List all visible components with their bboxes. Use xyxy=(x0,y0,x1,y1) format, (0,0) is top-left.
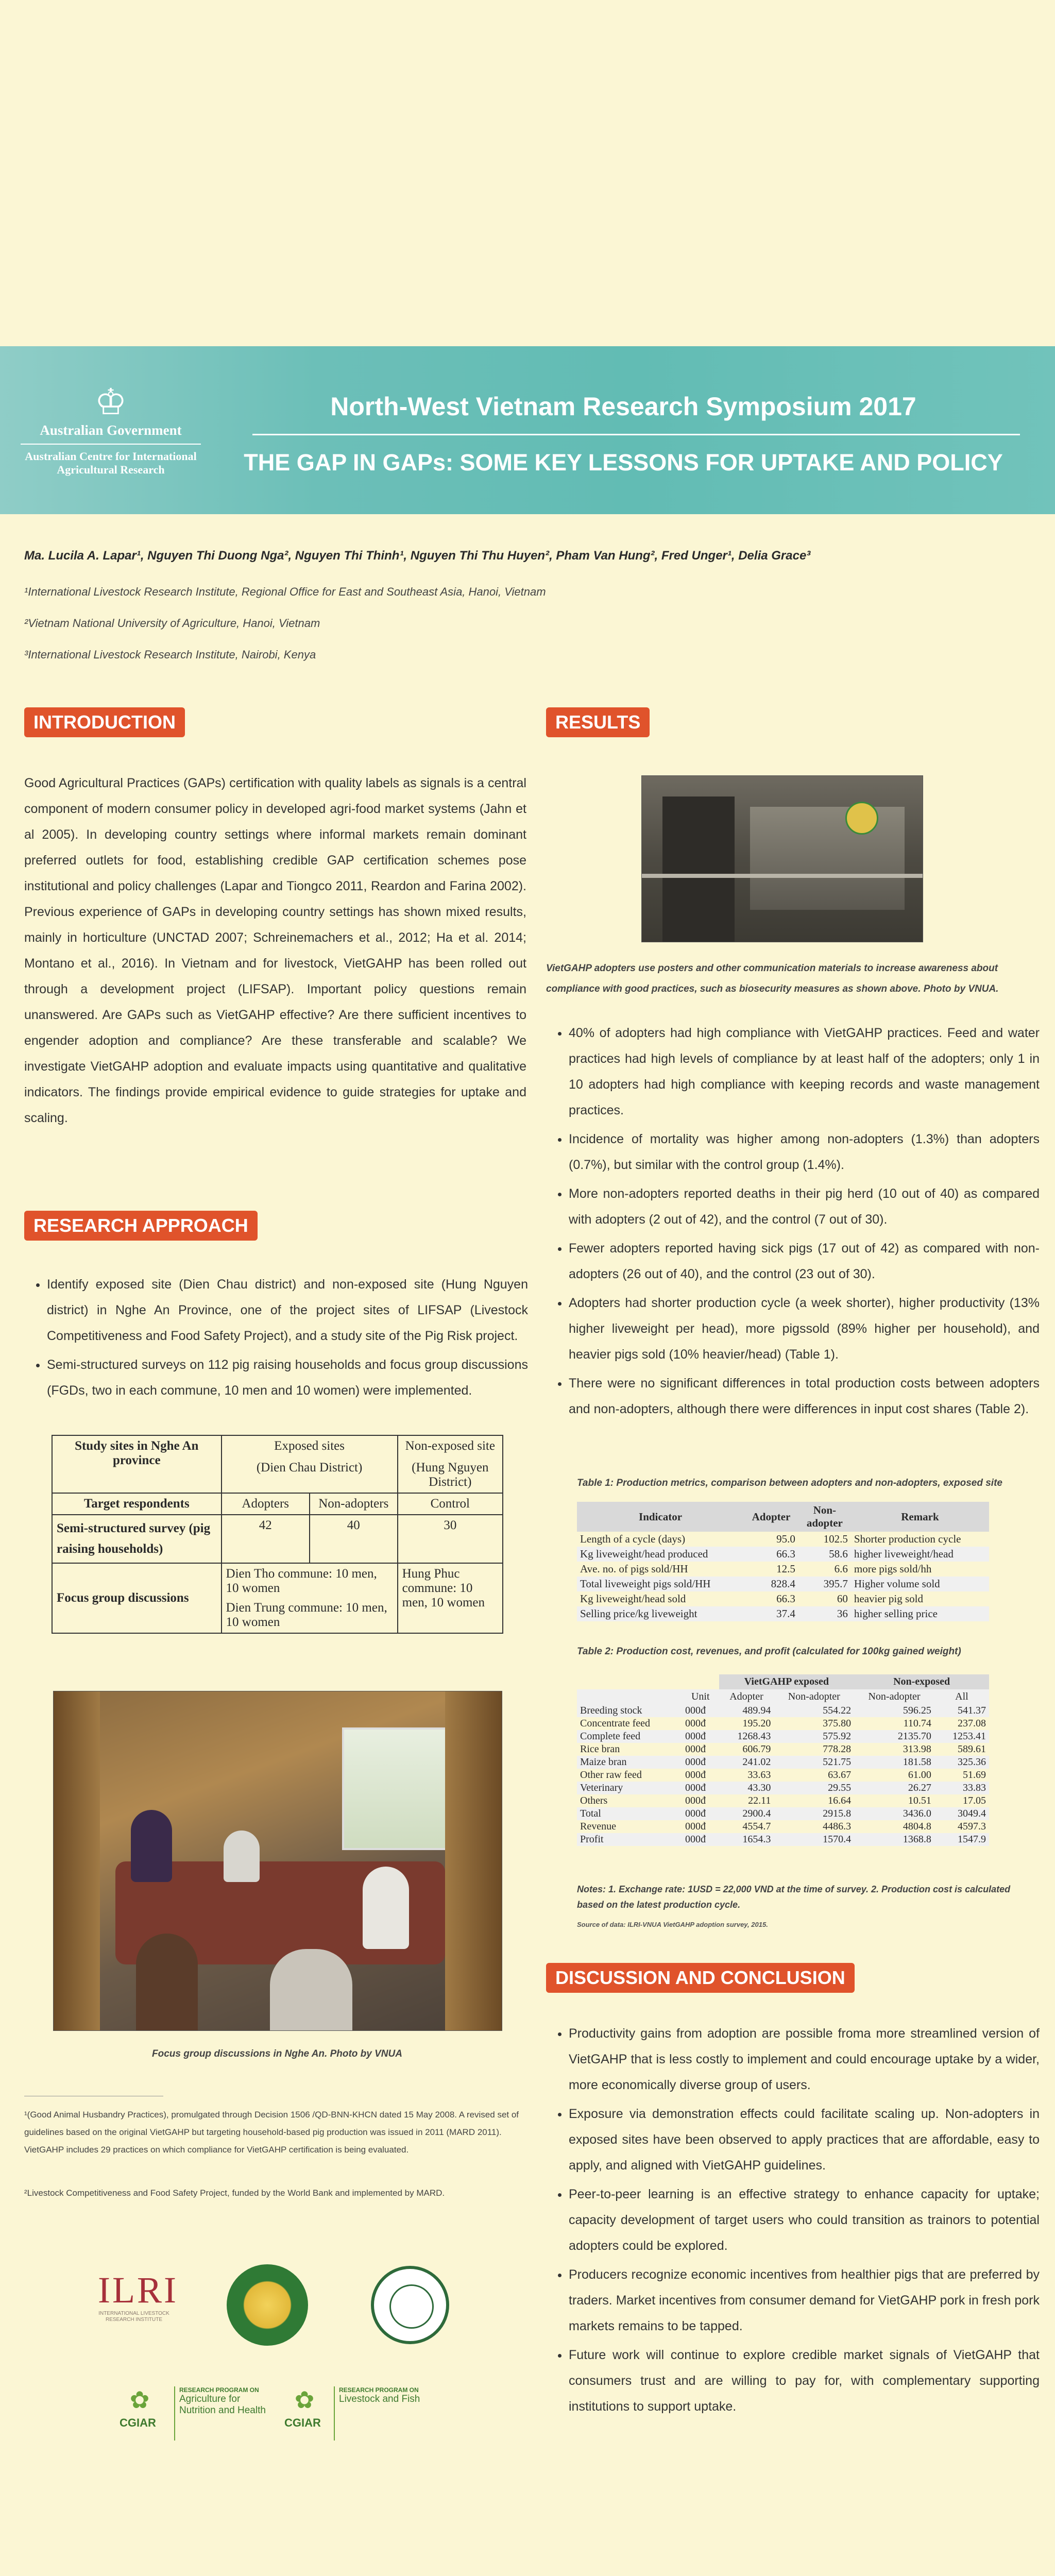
table2-body xyxy=(577,1704,989,1846)
table-cell: 1368.8 xyxy=(854,1833,934,1846)
table-cell: Control xyxy=(398,1493,503,1515)
rp-name: Livestock and Fish xyxy=(339,2394,420,2404)
table-row xyxy=(577,1591,989,1606)
coat-of-arms-icon: ♔ xyxy=(94,382,127,422)
table-header-cell: Non-adopter xyxy=(854,1689,934,1704)
table-cell: Complete feed xyxy=(577,1730,682,1743)
cgiar-leaf-icon: ✿ xyxy=(294,2386,315,2413)
table-cell: 395.7 xyxy=(798,1577,851,1591)
table-header-row xyxy=(577,1674,989,1689)
table-cell: 17.05 xyxy=(963,1795,986,1806)
table-cell: 16.64 xyxy=(828,1795,852,1806)
nonexposed-district: (Hung Nguyen District) xyxy=(412,1461,489,1489)
table-cell: 29.55 xyxy=(774,1782,854,1794)
table-cell: Rice bran xyxy=(580,1743,620,1755)
photo-wall xyxy=(750,807,905,910)
rp-label: RESEARCH PROGRAM ON xyxy=(179,2386,259,2394)
list-item: • Exposure via demonstration effects could facilitate scaling up. Non-adopters in exposed sites have been observed to apply practices that are affordable, easy to apply, and aligned with VietGAHP guidelines. xyxy=(569,2101,1040,2178)
table-cell: 4486.3 xyxy=(823,1821,852,1832)
table-cell: Concentrate feed xyxy=(580,1718,651,1729)
table-cell: 1654.3 xyxy=(719,1833,774,1846)
table-header-cell: Unit xyxy=(682,1689,719,1704)
symposium-title: North-West Vietnam Research Symposium 2017 xyxy=(330,392,916,421)
table-cell: Shorter production cycle xyxy=(854,1533,961,1545)
photo-curtain xyxy=(54,1691,100,2030)
centre-name: Australian Centre for International Agricultural Research xyxy=(25,450,197,476)
table-cell: 2900.4 xyxy=(719,1807,774,1820)
table-row xyxy=(577,1717,989,1730)
table-cell: 12.5 xyxy=(776,1563,795,1575)
table-cell: 30 xyxy=(398,1515,503,1563)
table-cell: 60 xyxy=(837,1592,848,1605)
table-cell: 36 xyxy=(798,1606,851,1621)
table-row xyxy=(577,1547,989,1562)
table-cell: Adopters xyxy=(222,1493,310,1515)
table-cell: 63.67 xyxy=(828,1769,852,1781)
table-group-header: Non-exposed xyxy=(854,1674,989,1689)
list-item: • Incidence of mortality was higher among non-adopters (1.3%) than adopters (0.7%), but similar with the control group (1.4%). xyxy=(569,1126,1040,1178)
study-sites-table xyxy=(52,1435,503,1634)
table-row xyxy=(577,1704,989,1717)
table-row xyxy=(52,1563,503,1633)
discussion-heading: DISCUSSION AND CONCLUSION xyxy=(546,1963,855,1993)
table-cell: 66.3 xyxy=(744,1547,798,1562)
table-row xyxy=(577,1807,989,1820)
table-cell: 6.6 xyxy=(834,1563,848,1575)
table-cell: 42 xyxy=(222,1515,310,1563)
focus-group-caption: Focus group discussions in Nghe An. Photo by VNUA xyxy=(152,2048,402,2059)
table-cell: more pigs sold/hh xyxy=(854,1563,932,1575)
table-cell xyxy=(222,1563,398,1633)
university-seal-icon xyxy=(371,2266,449,2344)
table-row xyxy=(577,1577,989,1591)
list-item: • Fewer adopters reported having sick pigs (17 out of 42) as compared with non-adopters (26 out of 40), and the control (23 out of 30). xyxy=(569,1235,1040,1287)
list-item: • Semi-structured surveys on 112 pig raising households and focus group discussions (FGDs, two in each commune, 10 men and 10 women) were implemented. xyxy=(47,1352,528,1403)
poster-photo-caption: VietGAHP adopters use posters and other communication materials to increase awareness about compliance with good practices, such as biosecurity measures as shown above. Photo by VNUA. xyxy=(546,963,999,994)
table-cell: 1253.41 xyxy=(934,1730,989,1743)
cgiar-lf-logo xyxy=(282,2384,452,2441)
table-cell: 181.58 xyxy=(854,1756,934,1769)
table1-caption: Table 1: Production metrics, comparison between adopters and non-adopters, exposed site xyxy=(577,1478,1002,1488)
production-cost-table xyxy=(577,1674,989,1846)
table-cell: Kg liveweight/head produced xyxy=(577,1547,744,1562)
table-cell: 66.3 xyxy=(776,1592,795,1605)
cgiar-wordmark: CGIAR xyxy=(120,2416,156,2429)
table-row xyxy=(577,1562,989,1577)
table-cell: Profit xyxy=(577,1833,682,1846)
results-list xyxy=(550,1020,1040,1425)
table-cell: Revenue xyxy=(580,1821,616,1832)
author-list: Ma. Lucila A. Lapar¹, Nguyen Thi Duong Nga², Nguyen Thi Thinh¹, Nguyen Thi Thu Huyen², Pham Van Hung², Fred Unger¹, Delia Grace³ xyxy=(24,549,811,563)
table-cell: 313.98 xyxy=(903,1743,931,1755)
table-cell: 000đ xyxy=(685,1718,706,1729)
table-cell: 1268.43 xyxy=(719,1730,774,1743)
photo-door xyxy=(662,796,735,942)
table-cell: 237.08 xyxy=(958,1718,986,1729)
list-item: • More non-adopters reported deaths in their pig herd (10 out of 40) as compared with adopters (2 out of 42), and the control (7 out of 30). xyxy=(569,1181,1040,1232)
table-cell: Maize bran xyxy=(577,1756,682,1769)
rp-name: Agriculture for Nutrition and Health xyxy=(179,2394,266,2416)
table-cell: Kg liveweight/head sold xyxy=(580,1592,686,1605)
table-row xyxy=(577,1794,989,1807)
australian-government-logo xyxy=(15,381,206,477)
poster-photo xyxy=(641,775,923,942)
table-cell: 1547.9 xyxy=(934,1833,989,1846)
gov-name: Australian Government xyxy=(40,422,182,438)
table-cell: 521.75 xyxy=(774,1756,854,1769)
table-group-header: VietGAHP exposed xyxy=(719,1674,855,1689)
table-cell: Total liveweight pigs sold/HH xyxy=(577,1577,744,1591)
table-cell: Others xyxy=(580,1795,608,1806)
table-cell: 3436.0 xyxy=(854,1807,934,1820)
table-cell: 4597.3 xyxy=(958,1821,986,1832)
table-cell: Target respondents xyxy=(52,1493,222,1515)
rp-label: RESEARCH PROGRAM ON xyxy=(339,2386,419,2394)
table-header-cell: Adopter xyxy=(719,1689,774,1704)
table-cell: 000đ xyxy=(682,1730,719,1743)
a4nh-text xyxy=(174,2386,267,2441)
table2-caption: Table 2: Production cost, revenues, and profit (calculated for 100kg gained weight) xyxy=(577,1646,961,1657)
table-notes: Notes: 1. Exchange rate: 1USD = 22,000 VND at the time of survey. 2. Production cost is calculated based on the latest production cycle. xyxy=(577,1884,1011,1910)
table-cell: 4554.7 xyxy=(742,1821,771,1832)
ilri-subtitle: INTERNATIONAL LIVESTOCK RESEARCH INSTITUTE xyxy=(98,2311,169,2323)
table-cell: 22.11 xyxy=(748,1795,771,1806)
photo-railing xyxy=(642,874,923,878)
table-cell: higher liveweight/head xyxy=(851,1547,989,1562)
table-header-cell xyxy=(398,1435,503,1493)
table-cell: Other raw feed xyxy=(580,1769,642,1781)
list-item: • Adopters had shorter production cycle (a week shorter), higher productivity (13% higher liveweight per head), more pigssold (89% higher per household), and heavier pigs sold (10% heavier/head) (Table 1). xyxy=(569,1290,1040,1367)
list-item: • Peer-to-peer learning is an effective strategy to enhance capacity for uptake; capacity development of target users who could transition as trainors to potential adopters could be explored. xyxy=(569,2181,1040,2259)
table-cell: 58.6 xyxy=(798,1547,851,1562)
logo-divider xyxy=(21,444,201,445)
table-cell: Semi-structured survey (pig raising households) xyxy=(52,1515,222,1563)
table-cell: 000đ xyxy=(682,1704,719,1717)
fgd-exposed-1: Dien Tho commune: 10 men, 10 women xyxy=(226,1567,377,1595)
table-cell: higher selling price xyxy=(851,1606,989,1621)
table-cell: Total xyxy=(577,1807,682,1820)
table-cell: Breeding stock xyxy=(577,1704,682,1717)
affiliation-3: ³International Livestock Research Institute, Nairobi, Kenya xyxy=(24,648,316,661)
list-item: • 40% of adopters had high compliance with VietGAHP practices. Feed and water practices had high levels of compliance by at least half of the adopters; only 1 in 10 adopters had high compliance with keeping records and waste management practices. xyxy=(569,1020,1040,1123)
table-cell: Hung Phuc commune: 10 men, 10 women xyxy=(398,1563,503,1633)
list-item: • Productivity gains from adoption are possible froma more streamlined version of VietGAHP that is less costly to implement and could encourage uptake by a wider, more economically diverse group of users. xyxy=(569,2021,1040,2098)
lf-text xyxy=(334,2386,452,2441)
table-row xyxy=(577,1532,989,1547)
footnote-2: ²Livestock Competitiveness and Food Safety Project, funded by the World Bank and implemented by MARD. xyxy=(24,2188,445,2198)
table-cell: Length of a cycle (days) xyxy=(580,1533,686,1545)
table-header-cell xyxy=(577,1689,682,1704)
approach-list xyxy=(28,1272,528,1406)
table-cell: 000đ xyxy=(682,1807,719,1820)
photo-person xyxy=(131,1810,172,1882)
title-divider xyxy=(252,434,1020,435)
fgd-exposed-2: Dien Trung commune: 10 men, 10 women xyxy=(226,1601,387,1629)
table-cell: 241.02 xyxy=(719,1756,774,1769)
table-cell: 40 xyxy=(310,1515,398,1563)
table-cell: 26.27 xyxy=(854,1782,934,1794)
table-row xyxy=(577,1833,989,1846)
table-cell: 195.20 xyxy=(742,1718,771,1729)
table-cell: Veterinary xyxy=(577,1782,682,1794)
table-cell: Selling price/kg liveweight xyxy=(577,1606,744,1621)
table-row xyxy=(577,1743,989,1756)
table-cell: 000đ xyxy=(685,1821,706,1832)
table-cell: 000đ xyxy=(685,1795,706,1806)
exposed-district: (Dien Chau District) xyxy=(256,1461,363,1475)
table-header-cell xyxy=(222,1435,398,1493)
table-cell: 778.28 xyxy=(823,1743,852,1755)
table-row xyxy=(577,1769,989,1782)
affiliation-1: ¹International Livestock Research Institute, Regional Office for East and Southeast Asia, Hanoi, Vietnam xyxy=(24,585,546,598)
table-cell: 575.92 xyxy=(774,1730,854,1743)
table-header-cell xyxy=(577,1674,682,1689)
table-header-row xyxy=(577,1502,989,1532)
table-cell: 554.22 xyxy=(774,1704,854,1717)
ilri-logo xyxy=(98,2269,178,2323)
cgiar-wordmark: CGIAR xyxy=(284,2416,321,2429)
table-cell: 000đ xyxy=(682,1756,719,1769)
table-row xyxy=(52,1493,503,1515)
table-header-cell: Remark xyxy=(851,1502,989,1532)
table-cell: 000đ xyxy=(682,1833,719,1846)
table-cell: 95.0 xyxy=(776,1533,795,1545)
focus-group-photo xyxy=(53,1691,502,2031)
table-row xyxy=(52,1435,503,1493)
vietgahp-sign-icon xyxy=(845,802,878,835)
table-row xyxy=(577,1820,989,1833)
table-cell: 489.94 xyxy=(719,1704,774,1717)
list-item: • Future work will continue to explore credible market signals of VietGAHP that consumers trust and are willing to pay for, with complementary supporting institutions to support uptake. xyxy=(569,2342,1040,2419)
table-cell: Focus group discussions xyxy=(52,1563,222,1633)
table-cell: 2915.8 xyxy=(774,1807,854,1820)
table-header-cell: Adopter xyxy=(744,1502,798,1532)
table-cell: 2135.70 xyxy=(854,1730,934,1743)
seal-inner-ring xyxy=(389,2284,434,2329)
photo-curtain xyxy=(445,1691,502,2030)
table-cell: 325.36 xyxy=(934,1756,989,1769)
table-cell: Higher volume sold xyxy=(851,1577,989,1591)
table-cell: 33.63 xyxy=(747,1769,771,1781)
table-cell: 589.61 xyxy=(958,1743,986,1755)
table-cell: Ave. no. of pigs sold/HH xyxy=(580,1563,688,1575)
introduction-paragraph: Good Agricultural Practices (GAPs) certification with quality labels as signals is a central component of modern consumer policy in developed agri-food market systems (Jahn et al 2005). In developing country settings where informal markets remain dominant preferred outlets for food, establishing credible GAP certification schemes pose institutional and policy challenges (Lapar and Tiongco 2011, Reardon and Farina 2002). Previous experience of GAPs in developing country settings has shown mixed results, mainly in horticulture (UNCTAD 2007; Schreinemachers et al., 2012; Ha et al. 2014; Montano et al., 2016). In Vietnam and for livestock, VietGAHP has been rolled out through a development project (LIFSAP). Important policy questions remain unanswered. Are GAPs such as VietGAHP effective? Are there sufficient incentives to engender adoption and compliance? Are these transferable and scalable? We investigate VietGAHP adoption and evaluate impacts using quantitative and qualitative indicators. The findings provide empirical evidence to guide strategies for uptake and scaling. xyxy=(24,776,526,1125)
table-cell: 110.74 xyxy=(903,1718,931,1729)
table-cell: Non-adopters xyxy=(310,1493,398,1515)
table-row xyxy=(577,1730,989,1743)
table-cell: 43.30 xyxy=(719,1782,774,1794)
table-row xyxy=(577,1756,989,1769)
table-header-row xyxy=(577,1689,989,1704)
table-header-cell: Study sites in Nghe An province xyxy=(52,1435,222,1493)
table-cell: 000đ xyxy=(685,1769,706,1781)
exposed-label: Exposed sites xyxy=(274,1439,345,1453)
table-cell: 596.25 xyxy=(854,1704,934,1717)
table-row xyxy=(52,1515,503,1563)
table-cell: 541.37 xyxy=(934,1704,989,1717)
list-item: • Producers recognize economic incentives from healthier pigs that are preferred by traders. Market incentives from consumer demand for VietGAHP pork in fresh pork markets remains to be tapped. xyxy=(569,2262,1040,2339)
table-cell: 10.51 xyxy=(908,1795,931,1806)
ilri-wordmark: ILRI xyxy=(98,2269,178,2311)
table-cell: 3049.4 xyxy=(934,1807,989,1820)
affiliation-2: ²Vietnam National University of Agriculture, Hanoi, Vietnam xyxy=(24,617,320,630)
research-approach-heading: RESEARCH APPROACH xyxy=(24,1211,258,1241)
discussion-list xyxy=(550,2021,1040,2422)
table-cell: 606.79 xyxy=(742,1743,771,1755)
table-cell: 828.4 xyxy=(744,1577,798,1591)
vnua-seal-icon xyxy=(227,2264,308,2346)
table-cell: heavier pig sold xyxy=(854,1592,924,1605)
photo-person xyxy=(136,1934,198,2030)
nonexposed-label: Non-exposed site xyxy=(405,1439,495,1453)
table-cell: 000đ xyxy=(685,1743,706,1755)
cgiar-a4nh-logo xyxy=(117,2384,266,2441)
table-header-cell: Non-adopter xyxy=(774,1689,854,1704)
table-row xyxy=(577,1606,989,1621)
table-cell: 33.83 xyxy=(934,1782,989,1794)
results-heading: RESULTS xyxy=(546,707,650,737)
photo-person xyxy=(224,1831,260,1882)
table-source: Source of data: ILRI-VNUA VietGAHP adoption survey, 2015. xyxy=(577,1921,768,1928)
table-header-cell: All xyxy=(934,1689,989,1704)
table-cell: 51.69 xyxy=(963,1769,986,1781)
table-cell: 000đ xyxy=(682,1782,719,1794)
table1-body xyxy=(577,1532,989,1621)
cgiar-leaf-icon: ✿ xyxy=(129,2386,150,2413)
table-row xyxy=(577,1782,989,1794)
table-cell: 102.5 xyxy=(823,1533,848,1545)
table-cell: 61.00 xyxy=(908,1769,931,1781)
table-header-cell: Indicator xyxy=(577,1502,744,1532)
photo-person xyxy=(363,1867,409,1949)
list-item: • Identify exposed site (Dien Chau district) and non-exposed site (Hung Nguyen district) in Nghe An Province, one of the project sites of LIFSAP (Livestock Competitiveness and Food Safety Project), and a study site of the Pig Risk project. xyxy=(47,1272,528,1349)
poster-title: THE GAP IN GAPs: SOME KEY LESSONS FOR UPTAKE AND POLICY xyxy=(244,449,1003,476)
introduction-text xyxy=(24,770,526,1131)
introduction-heading: INTRODUCTION xyxy=(24,707,185,737)
table-cell: 4804.8 xyxy=(903,1821,931,1832)
production-metrics-table xyxy=(577,1502,989,1621)
list-item: • There were no significant differences in total production costs between adopters and non-adopters, although there were differences in input cost shares (Table 2). xyxy=(569,1370,1040,1422)
table-header-cell: Non-adopter xyxy=(798,1502,851,1532)
table-cell: 37.4 xyxy=(744,1606,798,1621)
photo-person xyxy=(270,1949,352,2030)
table-cell: 375.80 xyxy=(823,1718,852,1729)
footnote-1: ¹(Good Animal Husbandry Practices), promulgated through Decision 1506 /QD-BNN-KHCN dated 15 May 2008. A revised set of guidelines based on the original VietGAHP but targeting household-based pig production was issued in 2011 (MARD 2011). VietGAHP includes 29 practices on which compliance for VietGAHP certification is being evaluated. xyxy=(24,2110,519,2155)
table-header-cell xyxy=(682,1674,719,1689)
table-cell: 1570.4 xyxy=(774,1833,854,1846)
